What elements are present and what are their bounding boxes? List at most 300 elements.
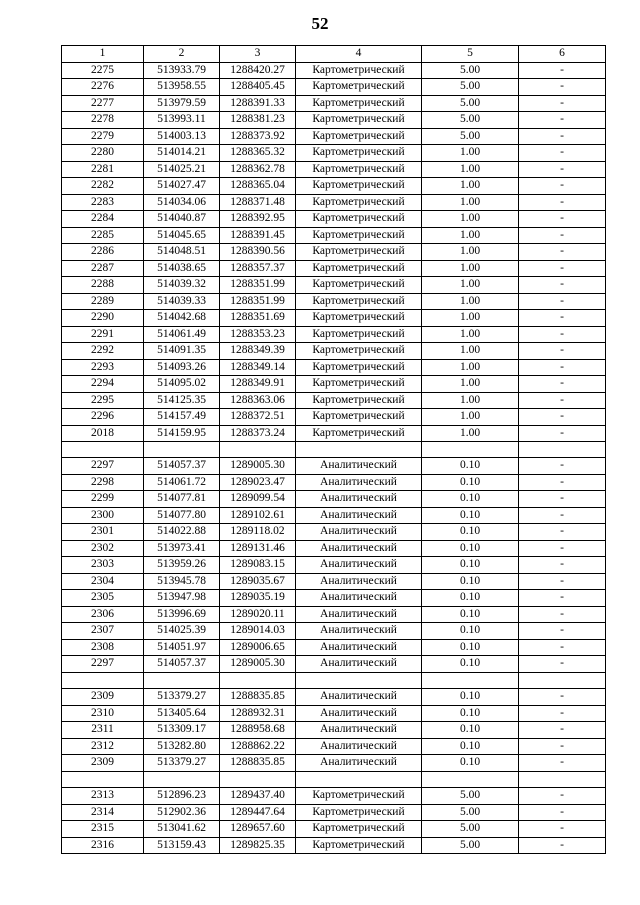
method-cell: Картометрический: [296, 821, 422, 838]
point-number-cell: 2277: [62, 95, 144, 112]
accuracy-cell: 0.10: [422, 705, 519, 722]
method-cell: Картометрический: [296, 425, 422, 442]
note-cell: -: [519, 227, 606, 244]
note-cell: -: [519, 540, 606, 557]
table-row: [62, 590, 606, 607]
table-row: [62, 557, 606, 574]
table-spacer-row: [62, 672, 606, 688]
y-coordinate-cell: 1288420.27: [220, 62, 296, 79]
point-number-cell: 2287: [62, 260, 144, 277]
x-coordinate-cell: 513993.11: [144, 112, 220, 129]
accuracy-cell: 1.00: [422, 194, 519, 211]
note-cell: -: [519, 409, 606, 426]
y-coordinate-cell: 1289023.47: [220, 474, 296, 491]
accuracy-cell: 1.00: [422, 227, 519, 244]
x-coordinate-cell: 514025.21: [144, 161, 220, 178]
note-cell: -: [519, 310, 606, 327]
table-row: [62, 788, 606, 805]
accuracy-cell: 0.10: [422, 689, 519, 706]
note-cell: -: [519, 474, 606, 491]
note-cell: -: [519, 590, 606, 607]
method-cell: Картометрический: [296, 244, 422, 261]
y-coordinate-cell: 1288365.04: [220, 178, 296, 195]
y-coordinate-cell: 1288362.78: [220, 161, 296, 178]
point-number-cell: 2279: [62, 128, 144, 145]
y-coordinate-cell: 1289825.35: [220, 837, 296, 854]
point-number-cell: 2311: [62, 722, 144, 739]
table-row: [62, 738, 606, 755]
note-cell: -: [519, 95, 606, 112]
method-cell: Аналитический: [296, 507, 422, 524]
table-row: [62, 376, 606, 393]
x-coordinate-cell: 514095.02: [144, 376, 220, 393]
table-row: [62, 623, 606, 640]
x-coordinate-cell: 514157.49: [144, 409, 220, 426]
note-cell: -: [519, 326, 606, 343]
note-cell: -: [519, 211, 606, 228]
note-cell: -: [519, 623, 606, 640]
accuracy-cell: 0.10: [422, 755, 519, 772]
y-coordinate-cell: 1288835.85: [220, 755, 296, 772]
method-cell: Аналитический: [296, 557, 422, 574]
point-number-cell: 2314: [62, 804, 144, 821]
method-cell: Аналитический: [296, 738, 422, 755]
point-number-cell: 2304: [62, 573, 144, 590]
method-cell: Картометрический: [296, 178, 422, 195]
table-row: [62, 524, 606, 541]
point-number-cell: 2303: [62, 557, 144, 574]
note-cell: -: [519, 112, 606, 129]
point-number-cell: 2282: [62, 178, 144, 195]
method-cell: Картометрический: [296, 161, 422, 178]
note-cell: -: [519, 705, 606, 722]
table-row: [62, 606, 606, 623]
method-cell: Картометрический: [296, 145, 422, 162]
table-body: [62, 62, 606, 854]
method-cell: Картометрический: [296, 837, 422, 854]
accuracy-cell: 1.00: [422, 409, 519, 426]
point-number-cell: 2297: [62, 656, 144, 673]
x-coordinate-cell: 514057.37: [144, 458, 220, 475]
accuracy-cell: [422, 672, 519, 688]
point-number-cell: 2315: [62, 821, 144, 838]
table-row: [62, 639, 606, 656]
table-row: [62, 326, 606, 343]
table-row: [62, 458, 606, 475]
x-coordinate-cell: 514125.35: [144, 392, 220, 409]
y-coordinate-cell: [220, 771, 296, 787]
table-row: [62, 277, 606, 294]
table-row: [62, 359, 606, 376]
x-coordinate-cell: 514040.87: [144, 211, 220, 228]
accuracy-cell: 5.00: [422, 95, 519, 112]
point-number-cell: 2290: [62, 310, 144, 327]
y-coordinate-cell: 1288353.23: [220, 326, 296, 343]
y-coordinate-cell: 1288958.68: [220, 722, 296, 739]
table-row: [62, 705, 606, 722]
x-coordinate-cell: 513405.64: [144, 705, 220, 722]
table-header-row: [62, 46, 606, 63]
note-cell: -: [519, 606, 606, 623]
method-cell: Картометрический: [296, 128, 422, 145]
x-coordinate-cell: 513973.41: [144, 540, 220, 557]
accuracy-cell: 5.00: [422, 788, 519, 805]
y-coordinate-cell: 1288365.32: [220, 145, 296, 162]
x-coordinate-cell: 514077.80: [144, 507, 220, 524]
accuracy-cell: 1.00: [422, 425, 519, 442]
y-coordinate-cell: 1289006.65: [220, 639, 296, 656]
accuracy-cell: 5.00: [422, 128, 519, 145]
page-number: 52: [311, 14, 329, 33]
note-cell: -: [519, 293, 606, 310]
x-coordinate-cell: 513959.26: [144, 557, 220, 574]
y-coordinate-cell: 1288357.37: [220, 260, 296, 277]
x-coordinate-cell: 514034.06: [144, 194, 220, 211]
table-row: [62, 128, 606, 145]
y-coordinate-cell: 1289657.60: [220, 821, 296, 838]
note-cell: -: [519, 458, 606, 475]
method-cell: Картометрический: [296, 211, 422, 228]
y-coordinate-cell: 1288932.31: [220, 705, 296, 722]
accuracy-cell: [422, 771, 519, 787]
x-coordinate-cell: 513379.27: [144, 689, 220, 706]
point-number-cell: 2299: [62, 491, 144, 508]
accuracy-cell: 1.00: [422, 392, 519, 409]
point-number-cell: 2288: [62, 277, 144, 294]
point-number-cell: 2308: [62, 639, 144, 656]
point-number-cell: 2280: [62, 145, 144, 162]
y-coordinate-cell: 1289005.30: [220, 656, 296, 673]
y-coordinate-cell: 1288351.99: [220, 277, 296, 294]
y-coordinate-cell: 1289083.15: [220, 557, 296, 574]
note-cell: -: [519, 491, 606, 508]
accuracy-cell: 5.00: [422, 837, 519, 854]
y-coordinate-cell: 1289102.61: [220, 507, 296, 524]
point-number-cell: 2298: [62, 474, 144, 491]
point-number-cell: 2281: [62, 161, 144, 178]
method-cell: Картометрический: [296, 95, 422, 112]
accuracy-cell: 0.10: [422, 474, 519, 491]
accuracy-cell: 0.10: [422, 573, 519, 590]
method-cell: Аналитический: [296, 656, 422, 673]
accuracy-cell: 1.00: [422, 178, 519, 195]
point-number-cell: 2301: [62, 524, 144, 541]
accuracy-cell: 0.10: [422, 738, 519, 755]
note-cell: -: [519, 161, 606, 178]
y-coordinate-cell: 1289131.46: [220, 540, 296, 557]
table-row: [62, 821, 606, 838]
note-cell: -: [519, 788, 606, 805]
point-number-cell: 2302: [62, 540, 144, 557]
accuracy-cell: 0.10: [422, 524, 519, 541]
point-number-cell: 2313: [62, 788, 144, 805]
table-row: [62, 540, 606, 557]
accuracy-cell: 5.00: [422, 112, 519, 129]
accuracy-cell: 1.00: [422, 359, 519, 376]
point-number-cell: 2295: [62, 392, 144, 409]
header-col-2: 2: [144, 46, 220, 63]
table-row: [62, 755, 606, 772]
accuracy-cell: 0.10: [422, 590, 519, 607]
header-col-3: 3: [220, 46, 296, 63]
y-coordinate-cell: 1288349.39: [220, 343, 296, 360]
note-cell: -: [519, 79, 606, 96]
point-number-cell: 2292: [62, 343, 144, 360]
table-row: [62, 474, 606, 491]
point-number-cell: 2283: [62, 194, 144, 211]
table-row: [62, 837, 606, 854]
note-cell: -: [519, 557, 606, 574]
point-number-cell: 2286: [62, 244, 144, 261]
note-cell: -: [519, 821, 606, 838]
method-cell: Аналитический: [296, 458, 422, 475]
y-coordinate-cell: 1288835.85: [220, 689, 296, 706]
note-cell: -: [519, 194, 606, 211]
x-coordinate-cell: 514061.72: [144, 474, 220, 491]
y-coordinate-cell: 1288351.69: [220, 310, 296, 327]
method-cell: Картометрический: [296, 376, 422, 393]
y-coordinate-cell: 1289020.11: [220, 606, 296, 623]
y-coordinate-cell: 1288351.99: [220, 293, 296, 310]
y-coordinate-cell: 1288372.51: [220, 409, 296, 426]
method-cell: Картометрический: [296, 112, 422, 129]
method-cell: Аналитический: [296, 491, 422, 508]
point-number-cell: 2291: [62, 326, 144, 343]
point-number-cell: 2309: [62, 755, 144, 772]
header-col-1: 1: [62, 46, 144, 63]
x-coordinate-cell: 513979.59: [144, 95, 220, 112]
note-cell: -: [519, 755, 606, 772]
y-coordinate-cell: 1288349.14: [220, 359, 296, 376]
x-coordinate-cell: 514045.65: [144, 227, 220, 244]
table-row: [62, 194, 606, 211]
table-row: [62, 491, 606, 508]
y-coordinate-cell: 1288391.45: [220, 227, 296, 244]
table-row: [62, 293, 606, 310]
note-cell: -: [519, 507, 606, 524]
accuracy-cell: 1.00: [422, 376, 519, 393]
y-coordinate-cell: 1289005.30: [220, 458, 296, 475]
accuracy-cell: 1.00: [422, 326, 519, 343]
x-coordinate-cell: 514042.68: [144, 310, 220, 327]
note-cell: -: [519, 804, 606, 821]
point-number-cell: 2316: [62, 837, 144, 854]
method-cell: Картометрический: [296, 277, 422, 294]
point-number-cell: 2300: [62, 507, 144, 524]
y-coordinate-cell: 1288405.45: [220, 79, 296, 96]
note-cell: -: [519, 376, 606, 393]
x-coordinate-cell: 513159.43: [144, 837, 220, 854]
x-coordinate-cell: 513041.62: [144, 821, 220, 838]
x-coordinate-cell: 513947.98: [144, 590, 220, 607]
method-cell: Аналитический: [296, 639, 422, 656]
y-coordinate-cell: 1289447.64: [220, 804, 296, 821]
accuracy-cell: 1.00: [422, 310, 519, 327]
header-col-5: 5: [422, 46, 519, 63]
note-cell: -: [519, 244, 606, 261]
accuracy-cell: 1.00: [422, 145, 519, 162]
point-number-cell: 2276: [62, 79, 144, 96]
method-cell: Картометрический: [296, 409, 422, 426]
point-number-cell: 2310: [62, 705, 144, 722]
note-cell: -: [519, 128, 606, 145]
x-coordinate-cell: 514039.32: [144, 277, 220, 294]
coordinates-table: [61, 45, 606, 854]
y-coordinate-cell: 1289437.40: [220, 788, 296, 805]
y-coordinate-cell: [220, 442, 296, 458]
note-cell: -: [519, 343, 606, 360]
accuracy-cell: 0.10: [422, 623, 519, 640]
table-row: [62, 178, 606, 195]
y-coordinate-cell: 1288373.24: [220, 425, 296, 442]
accuracy-cell: 0.10: [422, 722, 519, 739]
accuracy-cell: 1.00: [422, 343, 519, 360]
x-coordinate-cell: 514022.88: [144, 524, 220, 541]
note-cell: -: [519, 277, 606, 294]
method-cell: Аналитический: [296, 474, 422, 491]
y-coordinate-cell: [220, 672, 296, 688]
y-coordinate-cell: 1289118.02: [220, 524, 296, 541]
method-cell: Картометрический: [296, 359, 422, 376]
method-cell: Аналитический: [296, 722, 422, 739]
note-cell: -: [519, 145, 606, 162]
table-row: [62, 425, 606, 442]
method-cell: Картометрический: [296, 194, 422, 211]
accuracy-cell: 5.00: [422, 821, 519, 838]
method-cell: [296, 442, 422, 458]
method-cell: Картометрический: [296, 260, 422, 277]
note-cell: [519, 771, 606, 787]
accuracy-cell: 1.00: [422, 277, 519, 294]
table-row: [62, 112, 606, 129]
method-cell: Аналитический: [296, 755, 422, 772]
table-row: [62, 392, 606, 409]
y-coordinate-cell: 1288373.92: [220, 128, 296, 145]
point-number-cell: [62, 672, 144, 688]
y-coordinate-cell: 1288371.48: [220, 194, 296, 211]
accuracy-cell: 5.00: [422, 79, 519, 96]
x-coordinate-cell: [144, 672, 220, 688]
table-row: [62, 244, 606, 261]
note-cell: -: [519, 722, 606, 739]
x-coordinate-cell: 514027.47: [144, 178, 220, 195]
point-number-cell: 2306: [62, 606, 144, 623]
x-coordinate-cell: 514051.97: [144, 639, 220, 656]
note-cell: -: [519, 639, 606, 656]
accuracy-cell: 1.00: [422, 293, 519, 310]
note-cell: -: [519, 62, 606, 79]
point-number-cell: 2275: [62, 62, 144, 79]
method-cell: Аналитический: [296, 623, 422, 640]
note-cell: -: [519, 524, 606, 541]
method-cell: Аналитический: [296, 705, 422, 722]
note-cell: -: [519, 689, 606, 706]
y-coordinate-cell: 1289099.54: [220, 491, 296, 508]
point-number-cell: [62, 442, 144, 458]
table-row: [62, 409, 606, 426]
accuracy-cell: 1.00: [422, 211, 519, 228]
x-coordinate-cell: 513958.55: [144, 79, 220, 96]
point-number-cell: [62, 771, 144, 787]
table-row: [62, 343, 606, 360]
note-cell: [519, 672, 606, 688]
x-coordinate-cell: 514093.26: [144, 359, 220, 376]
x-coordinate-cell: 514039.33: [144, 293, 220, 310]
method-cell: Аналитический: [296, 689, 422, 706]
point-number-cell: 2293: [62, 359, 144, 376]
table-row: [62, 310, 606, 327]
x-coordinate-cell: 513282.80: [144, 738, 220, 755]
note-cell: -: [519, 837, 606, 854]
y-coordinate-cell: 1289035.19: [220, 590, 296, 607]
x-coordinate-cell: [144, 771, 220, 787]
accuracy-cell: 0.10: [422, 557, 519, 574]
accuracy-cell: 1.00: [422, 244, 519, 261]
x-coordinate-cell: 514159.95: [144, 425, 220, 442]
method-cell: Аналитический: [296, 524, 422, 541]
method-cell: Картометрический: [296, 62, 422, 79]
table-row: [62, 227, 606, 244]
note-cell: -: [519, 738, 606, 755]
method-cell: [296, 672, 422, 688]
accuracy-cell: 0.10: [422, 491, 519, 508]
point-number-cell: 2289: [62, 293, 144, 310]
method-cell: Картометрический: [296, 79, 422, 96]
x-coordinate-cell: 514038.65: [144, 260, 220, 277]
accuracy-cell: 0.10: [422, 540, 519, 557]
note-cell: -: [519, 359, 606, 376]
y-coordinate-cell: 1289035.67: [220, 573, 296, 590]
y-coordinate-cell: 1288381.23: [220, 112, 296, 129]
note-cell: -: [519, 656, 606, 673]
x-coordinate-cell: 514057.37: [144, 656, 220, 673]
point-number-cell: 2309: [62, 689, 144, 706]
x-coordinate-cell: 514061.49: [144, 326, 220, 343]
point-number-cell: 2284: [62, 211, 144, 228]
method-cell: Картометрический: [296, 326, 422, 343]
table-row: [62, 722, 606, 739]
table-row: [62, 145, 606, 162]
table-spacer-row: [62, 442, 606, 458]
x-coordinate-cell: 512896.23: [144, 788, 220, 805]
method-cell: Картометрический: [296, 788, 422, 805]
accuracy-cell: 0.10: [422, 458, 519, 475]
accuracy-cell: 1.00: [422, 260, 519, 277]
accuracy-cell: 0.10: [422, 507, 519, 524]
note-cell: [519, 442, 606, 458]
accuracy-cell: 0.10: [422, 606, 519, 623]
x-coordinate-cell: 514025.39: [144, 623, 220, 640]
x-coordinate-cell: 514091.35: [144, 343, 220, 360]
table-row: [62, 95, 606, 112]
x-coordinate-cell: [144, 442, 220, 458]
point-number-cell: 2305: [62, 590, 144, 607]
table-row: [62, 656, 606, 673]
method-cell: Картометрический: [296, 310, 422, 327]
x-coordinate-cell: 513379.27: [144, 755, 220, 772]
header-col-6: 6: [519, 46, 606, 63]
note-cell: -: [519, 178, 606, 195]
point-number-cell: 2296: [62, 409, 144, 426]
y-coordinate-cell: 1288390.56: [220, 244, 296, 261]
table-row: [62, 689, 606, 706]
method-cell: Аналитический: [296, 573, 422, 590]
point-number-cell: 2294: [62, 376, 144, 393]
x-coordinate-cell: 514003.13: [144, 128, 220, 145]
y-coordinate-cell: 1288363.06: [220, 392, 296, 409]
header-col-4: 4: [296, 46, 422, 63]
point-number-cell: 2018: [62, 425, 144, 442]
